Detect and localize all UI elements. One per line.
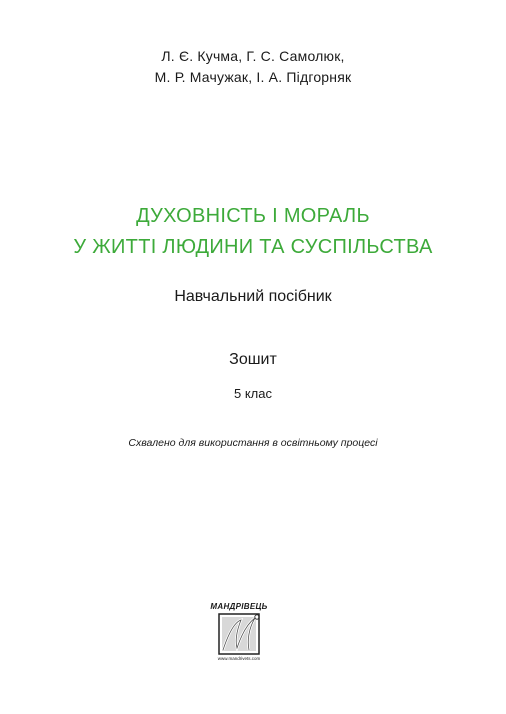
mandrivets-logo-icon bbox=[213, 612, 265, 656]
book-subtitle: Навчальний посібник bbox=[174, 288, 332, 305]
publisher-name: МАНДРІВЕЦЬ bbox=[210, 602, 268, 611]
book-title-line-1: ДУХОВНІСТЬ І МОРАЛЬ bbox=[136, 205, 370, 227]
publisher-logo bbox=[203, 602, 275, 664]
notebook-label: Зошит bbox=[229, 351, 277, 368]
grade-label: 5 клас bbox=[234, 386, 272, 401]
publisher-url: www.mandrivets.com bbox=[217, 656, 261, 661]
authors-line-1: Л. Є. Кучма, Г. С. Самолюк, bbox=[161, 48, 345, 64]
book-title bbox=[0, 201, 506, 263]
approval-note: Схвалено для використання в освітньому процесі bbox=[128, 437, 378, 449]
authors bbox=[0, 46, 506, 88]
authors-line-2: М. Р. Мачужак, І. А. Підгорняк bbox=[154, 69, 352, 85]
book-title-line-2: У ЖИТТІ ЛЮДИНИ ТА СУСПІЛЬСТВА bbox=[73, 236, 433, 258]
